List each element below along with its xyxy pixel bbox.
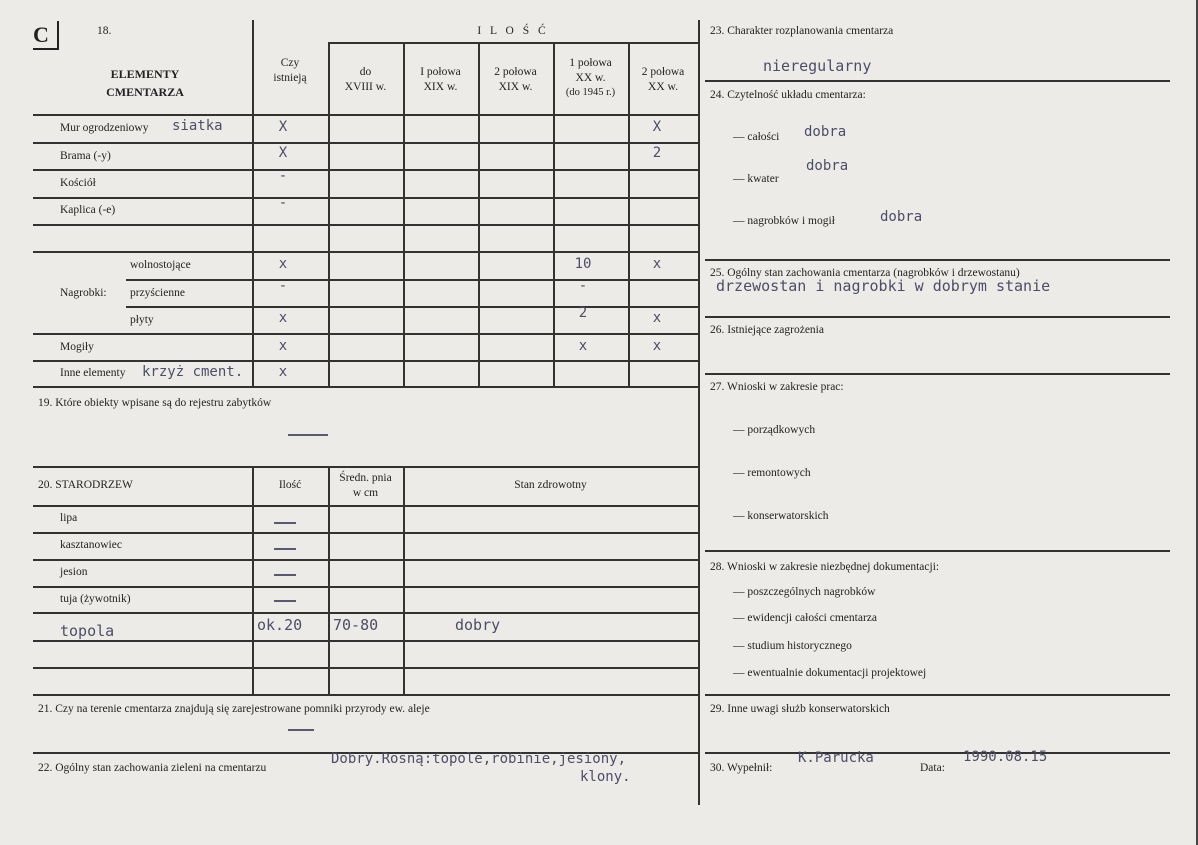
- row-label: Brama (-y): [60, 150, 111, 162]
- period-header-line2: XIX w.: [423, 81, 458, 93]
- q28-item: — studium historycznego: [733, 640, 852, 652]
- tree-name: jesion: [60, 566, 88, 578]
- tree-name: kasztanowiec: [60, 539, 122, 551]
- tree-qty-dash: [274, 574, 296, 576]
- tree-health-typed: dobry: [455, 616, 501, 634]
- row-label: wolnostojące: [130, 259, 191, 271]
- q24-item-value: dobra: [804, 124, 847, 140]
- exists-header-1: Czy: [280, 57, 300, 69]
- period-header-line1: 2 połowa: [494, 66, 537, 78]
- section-18-number: 18.: [97, 25, 112, 37]
- tree-qty-dash: [274, 522, 296, 524]
- period-header-line2: XIX w.: [498, 81, 533, 93]
- exists-mark: -: [278, 195, 288, 211]
- q25-value: drzewostan i nagrobki w dobrym stanie: [716, 277, 1051, 295]
- card-letter-box: [33, 21, 59, 50]
- period-mark: -: [578, 278, 588, 294]
- q22-value-line1: Dobry.Rosną:topole,robinie,jesiony,: [331, 751, 627, 767]
- exists-mark: -: [278, 168, 288, 184]
- period-mark: x: [652, 310, 662, 326]
- question-22: 22. Ogólny stan zachowania zieleni na cmentarzu: [38, 762, 267, 774]
- date-value: 1990.08.15: [963, 749, 1048, 765]
- exists-mark: X: [278, 119, 288, 135]
- tree-qty-dash: [274, 600, 296, 602]
- q27-item: — konserwatorskich: [733, 510, 829, 522]
- question-25: 25. Ogólny stan zachowania cmentarza (nagrobków i drzewostanu): [710, 267, 1020, 279]
- tree-name-typed: topola: [60, 622, 115, 640]
- exists-mark: X: [278, 145, 288, 161]
- q28-item: — poszczególnych nagrobków: [733, 586, 876, 598]
- question-19: 19. Które obiekty wpisane są do rejestru zabytków: [38, 397, 272, 409]
- trees-qty-header: Ilość: [278, 479, 302, 491]
- period-header-line1: I połowa: [420, 66, 461, 78]
- row-typed-value: krzyż cment.: [142, 364, 244, 380]
- question-29: 29. Inne uwagi służb konserwatorskich: [710, 703, 890, 715]
- period-header-line1: do: [359, 66, 372, 78]
- nagrobki-label: Nagrobki:: [60, 287, 107, 299]
- question-24: 24. Czytelność układu cmentarza:: [710, 89, 866, 101]
- exists-mark: x: [278, 310, 288, 326]
- period-mark: x: [578, 338, 588, 354]
- q30-filled-by: K.Parucka: [798, 750, 874, 766]
- tree-diam-typed: 70-80: [333, 616, 379, 634]
- period-header-line1: 1 połowa: [569, 57, 612, 69]
- elements-header-1: ELEMENTY: [110, 67, 180, 81]
- period-mark: 2: [578, 305, 588, 321]
- exists-mark: -: [278, 278, 288, 294]
- period-mark: 2: [652, 145, 662, 161]
- row-label: Inne elementy: [60, 367, 126, 379]
- row-label: Mur ogrodzeniowy: [60, 122, 149, 134]
- q24-item-label: — nagrobków i mogił: [733, 215, 835, 227]
- period-header-line2: XX w.: [648, 81, 678, 93]
- question-21: 21. Czy na terenie cmentarza znajdują się zarejestrowane pomniki przyrody ew. aleje: [38, 703, 430, 715]
- q24-item-value: dobra: [806, 158, 849, 174]
- question-23: 23. Charakter rozplanowania cmentarza: [710, 25, 894, 37]
- question-27: 27. Wnioski w zakresie prac:: [710, 381, 844, 393]
- tree-name: lipa: [60, 512, 78, 524]
- exists-header-2: istnieją: [273, 72, 307, 84]
- q28-item: — ewentualnie dokumentacji projektowej: [733, 667, 927, 679]
- question-30: 30. Wypełnił:: [710, 762, 773, 774]
- q23-value: nieregularny: [763, 57, 872, 75]
- row-label: płyty: [130, 314, 154, 326]
- period-header-line2: XX w.: [575, 72, 606, 84]
- tree-name: tuja (żywotnik): [60, 593, 131, 605]
- period-mark: X: [652, 119, 662, 135]
- trees-health-header: Stan zdrowotny: [514, 479, 587, 491]
- period-header-line1: 2 połowa: [641, 66, 685, 78]
- exists-mark: x: [278, 338, 288, 354]
- period-header-line2: XVIII w.: [344, 81, 387, 93]
- question-28: 28. Wnioski w zakresie niezbędnej dokumentacji:: [710, 561, 940, 573]
- q27-item: — porządkowych: [733, 424, 816, 436]
- row-label: Mogiły: [60, 341, 94, 353]
- tree-qty-typed: ok.20: [257, 616, 303, 634]
- tree-qty-dash: [274, 548, 296, 550]
- q27-item: — remontowych: [733, 467, 811, 479]
- trees-diam-header-1: Średn. pnia: [339, 472, 392, 484]
- q24-item-label: — kwater: [733, 173, 779, 185]
- period-mark: 10: [574, 256, 592, 272]
- date-label: Data:: [920, 762, 945, 774]
- row-typed-value: siatka: [172, 118, 223, 134]
- elements-header-2: CMENTARZA: [106, 85, 184, 99]
- question-26: 26. Istniejące zagrożenia: [710, 324, 824, 336]
- q24-item-value: dobra: [880, 209, 923, 225]
- exists-mark: x: [278, 364, 288, 380]
- question-20: 20. STARODRZEW: [38, 479, 133, 491]
- q24-item-label: — całości: [733, 131, 780, 143]
- period-header-line3: (do 1945 r.): [565, 87, 616, 98]
- row-label: Kościół: [60, 177, 96, 189]
- period-mark: x: [652, 256, 662, 272]
- quantity-header: I L O Ś Ć: [477, 25, 549, 37]
- period-mark: x: [652, 338, 662, 354]
- exists-mark: x: [278, 256, 288, 272]
- q21-dash: [288, 729, 314, 731]
- row-label: przyścienne: [130, 287, 185, 299]
- row-label: Kaplica (-e): [60, 204, 116, 216]
- q19-dash: [288, 434, 328, 436]
- q22-value-line2: klony.: [580, 769, 631, 785]
- q28-item: — ewidencji całości cmentarza: [733, 612, 877, 624]
- card-letter: C: [33, 22, 49, 47]
- trees-diam-header-2: w cm: [352, 487, 379, 499]
